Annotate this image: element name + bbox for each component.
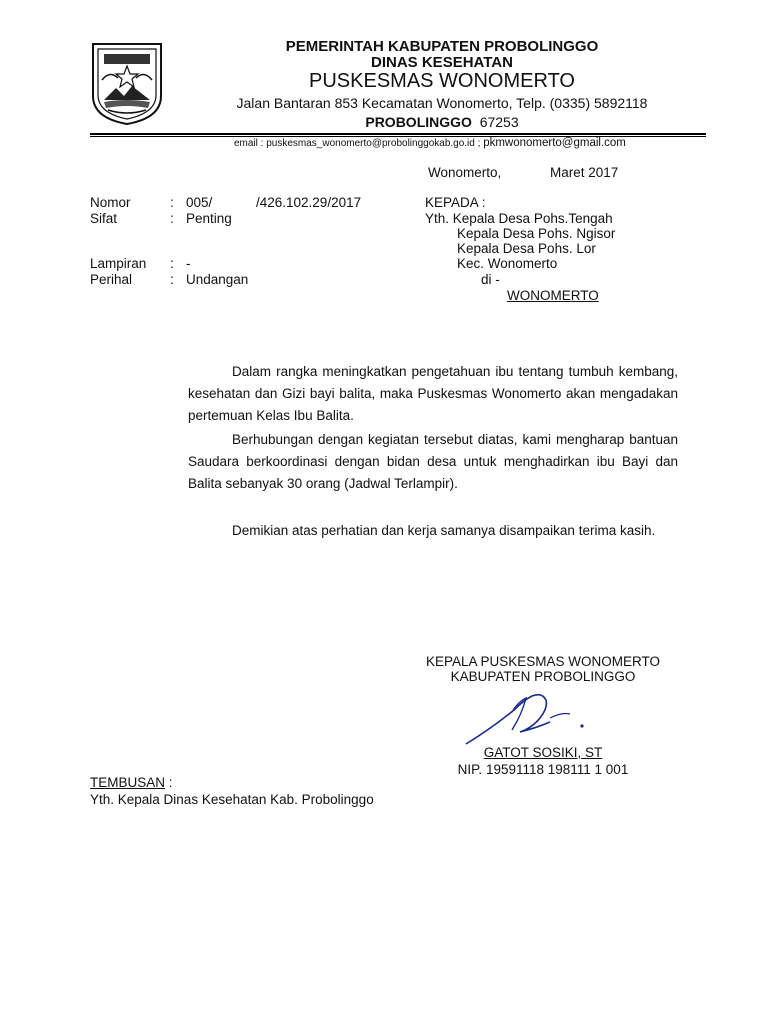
lampiran-colon: : (170, 256, 174, 271)
perihal-value: Undangan (186, 272, 249, 287)
recipient-di: di - (481, 272, 500, 287)
sifat-value: Penting (186, 211, 232, 226)
recipient-place: WONOMERTO (507, 288, 599, 303)
perihal-colon: : (170, 272, 174, 287)
signatory-title-2: KABUPATEN PROBOLINGGO (450, 669, 636, 684)
email-primary: puskesmas_wonomerto@probolinggokab.go.id (266, 138, 475, 149)
signatory-nip: NIP. 19591118 198111 1 001 (457, 762, 629, 777)
tembusan-label: TEMBUSAN (90, 775, 166, 790)
recipient-line-4: Kec. Wonomerto (457, 256, 558, 271)
lampiran-value: - (186, 256, 191, 271)
sifat-colon: : (170, 211, 174, 226)
letter-date-place: Wonomerto, (428, 165, 502, 180)
lampiran-label: Lampiran (90, 256, 147, 271)
handwritten-signature (462, 688, 592, 750)
signatory-title-1: KEPALA PUSKESMAS WONOMERTO (425, 654, 661, 669)
recipient-line-2: Kepala Desa Pohs. Ngisor (457, 226, 616, 241)
nomor-value-a: 005/ (186, 195, 213, 210)
sifat-label: Sifat (90, 211, 118, 226)
letterhead-institution: PUSKESMAS WONOMERTO (309, 70, 575, 92)
letterhead-city-line (212, 114, 672, 130)
tembusan-heading: TEMBUSAN : (90, 775, 173, 790)
body-paragraph-1: Dalam rangka meningkatkan pengetahuan ibu tentang tumbuh kembang, kesehatan dan Gizi bayi balita, maka Puskesmas Wonomerto akan mengadakan pertemuan Kelas Ibu Balita. (188, 364, 678, 423)
recipient-heading: KEPADA : (425, 195, 486, 210)
nomor-colon: : (170, 195, 174, 210)
letterhead-government: PEMERINTAH KABUPATEN PROBOLINGGO (285, 38, 599, 55)
letterhead-address: Jalan Bantaran 853 Kecamatan Wonomerto, Telp. (0335) 5892118 (236, 95, 648, 111)
perihal-label: Perihal (90, 272, 133, 287)
letterhead-rule-thick (90, 133, 706, 135)
body-paragraph-2: Berhubungan dengan kegiatan tersebut diatas, kami mengharap bantuan Saudara berkoordinasi dengan bidan desa untuk menghadirkan ibu Bayi dan Balita sebanyak 30 orang (Jadwal Terlampir). (188, 432, 678, 491)
body-paragraph-3: Demikian atas perhatian dan kerja samanya disampaikan terima kasih. (232, 523, 656, 538)
letterhead-department: DINAS KESEHATAN (371, 54, 513, 71)
letterhead-email-line: email : puskesmas_wonomerto@probolinggokab.go.id ; pkmwonomerto@gmail.com (234, 137, 626, 149)
recipient-line-1: Yth. Kepala Desa Pohs.Tengah (425, 211, 613, 226)
tembusan-line-1: Yth. Kepala Dinas Kesehatan Kab. Probolinggo (90, 792, 374, 807)
regency-coat-of-arms-icon (90, 40, 164, 126)
letter-date: Maret 2017 (550, 165, 619, 180)
letterhead-postcode: 67253 (479, 114, 519, 130)
email-secondary: pkmwonomerto@gmail.com (483, 137, 626, 149)
recipient-line-3: Kepala Desa Pohs. Lor (457, 241, 596, 256)
nomor-label: Nomor (90, 195, 131, 210)
letterhead-city: PROBOLINGGO (365, 114, 472, 130)
nomor-value-b: /426.102.29/2017 (256, 195, 362, 210)
signatory-name: GATOT SOSIKI, ST (483, 745, 603, 760)
